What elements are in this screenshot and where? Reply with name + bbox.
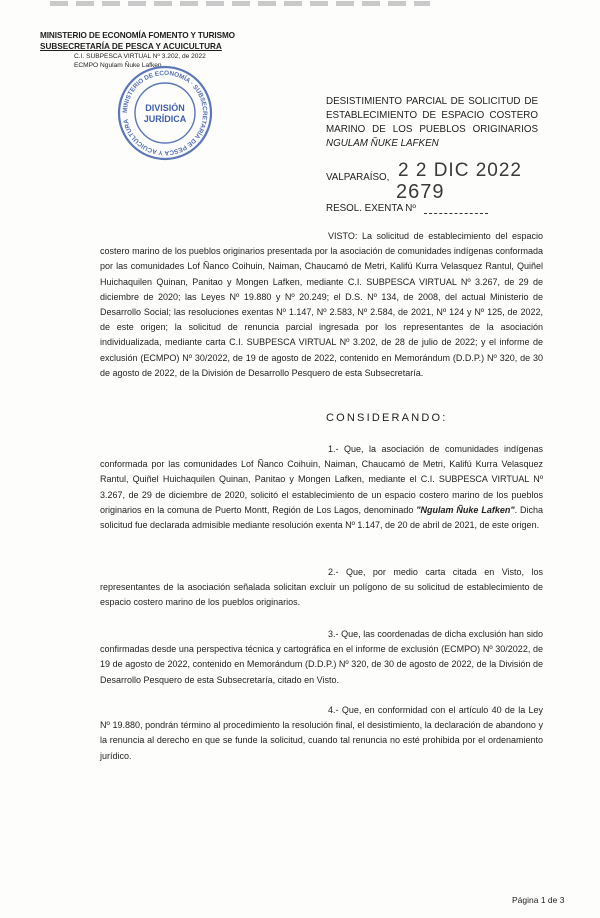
page-number: Página 1 de 3 [512,895,565,905]
paragraph-number: 4.- [328,705,339,715]
resolution-number: 2679 [396,181,445,203]
paragraph-text: Que, las coordenadas de dicha exclusión han sido confirmadas desde una perspectiva técnica y cartográfica en el informe de exclusión (ECMPO) Nº 30/2022, de 19 de agosto de 2022, contenido en Memorándum (D.D.P.) Nº 320, de 30 de agosto de 2022, de la División de Desarrollo Pesquero de esta Subsecretaría, citado en Visto. [100,629,543,685]
paragraph-text-b: . Dicha solicitud fue declarada admisible mediante resolución exenta Nº 1.147, de 20 de abril de 2021, de este origen. [100,504,544,531]
paragraph-number: 2.- [328,567,339,577]
subsecretaria-name: SUBSECRETARÍA DE PESCA Y ACUICULTURA [40,42,222,51]
paragraph-italic-name: "Ngulam Ñuke Lafken" [416,504,515,515]
subject-text: DESISTIMIENTO PARCIAL DE SOLICITUD DE ESTABLECIMIENTO DE ESPACIO COSTERO MARINO DE LOS PUEBLOS ORIGINARIOS [326,96,538,135]
paragraph-number: 3.- [328,629,339,639]
date-stamp: 2 2 DIC 2022 [398,160,522,181]
resolution-number-line [424,213,488,214]
considerando-heading: CONSIDERANDO: [326,412,448,424]
considerando-paragraph-2 [100,565,543,611]
ministry-name: MINISTERIO DE ECONOMÍA FOMENTO Y TURISMO [40,31,235,40]
visto-paragraph [100,229,543,381]
considerando-paragraph-4 [100,703,543,764]
stamp-ring-text: MINISTERIO DE ECONOMÍA · SUBSECRETARÍA DE PESCA Y ACUICULTURA [121,69,209,157]
considerando-paragraph-1 [100,442,543,533]
stamp-line-2: JURÍDICA [143,114,187,124]
visto-label: VISTO: [328,231,358,241]
paragraph-text: Que, en conformidad con el artículo 40 de la Ley Nº 19.880, pondrán término al procedimiento la resolución final, el desistimiento, la declaración de abandono y la renuncia al derecho en que se funde la solicitud, cuando tal renuncia no esté prohibida por el ordenamiento jurídico. [100,705,543,761]
considerando-paragraph-3 [100,627,543,688]
resolution-subject [326,95,538,151]
resolution-label: RESOL. EXENTA Nº [326,203,416,214]
paragraph-text: Que, por medio carta citada en Visto, los representantes de la asociación señalada solicitan excluir un polígono de su solicitud de establecimiento de espacio costero marino de los pueblos originarios. [100,567,543,608]
reference-line-2: ECMPO Ngulam Ñuke Lafken [74,62,162,69]
visto-text: La solicitud de establecimiento del espacio costero marino de los pueblos originarios presentada por la asociación de comunidades indígenas conformada por las comunidades Lof Ñanco Coihuin, Naiman, Chaucamó de Metri, Kalifú Kurra Velasquez Rantul, Quiñel Huichaquilen Quinan, Panitao y Mongen Lafken, mediante C.I. SUBPESCA VIRTUAL Nº 3.267, de 29 de diciembre de 2020; las Leyes Nº 19.880 y Nº 20.249; el D.S. Nº 134, de 2008, del actual Ministerio de Desarrollo Social; las resoluciones exentas Nº 1.147, Nº 2.583, Nº 2.584, de 2021, Nº 124 y Nº 125, de 2022, de este origen; la solicitud de renuncia parcial ingresada por los representantes de la asociación individualizada, mediante carta C.I. SUBPESCA VIRTUAL Nº 3.202, de 28 de julio de 2022; y el informe de exclusión (ECMPO) Nº 30/2022, de 19 de agosto de 2022, contenido en Memorándum (D.D.P.) Nº 320, de 30 de agosto de 2022, de la División de Desarrollo Pesquero de esta Subsecretaría. [100,231,543,378]
paragraph-number: 1.- [328,444,339,454]
reference-line-1: C.I. SUBPESCA VIRTUAL Nº 3.202, de 2022 [74,53,206,60]
place-label: VALPARAÍSO, [326,172,390,183]
division-juridica-stamp [115,63,215,163]
stamp-line-1: DIVISIÓN [145,103,185,113]
paragraph-text-a: Que, la asociación de comunidades indígenas conformada por las comunidades Lof Ñanco Coihuin, Naiman, Chaucamó de Metri, Kalifú Kurra Velasquez Rantul, Quiñel Huichaquilen Quinan, Panitao y Mongen Lafken, mediante el C.I. SUBPESCA VIRTUAL Nº 3.267, de 29 de diciembre de 2020, solicitó el establecimiento de un espacio costero marino de los pueblos originarios en la comuna de Puerto Montt, Región de Los Lagos, denominado [100,444,543,515]
subject-name: NGULAM ÑUKE LAFKEN [326,138,439,149]
top-scan-edge [50,1,430,6]
